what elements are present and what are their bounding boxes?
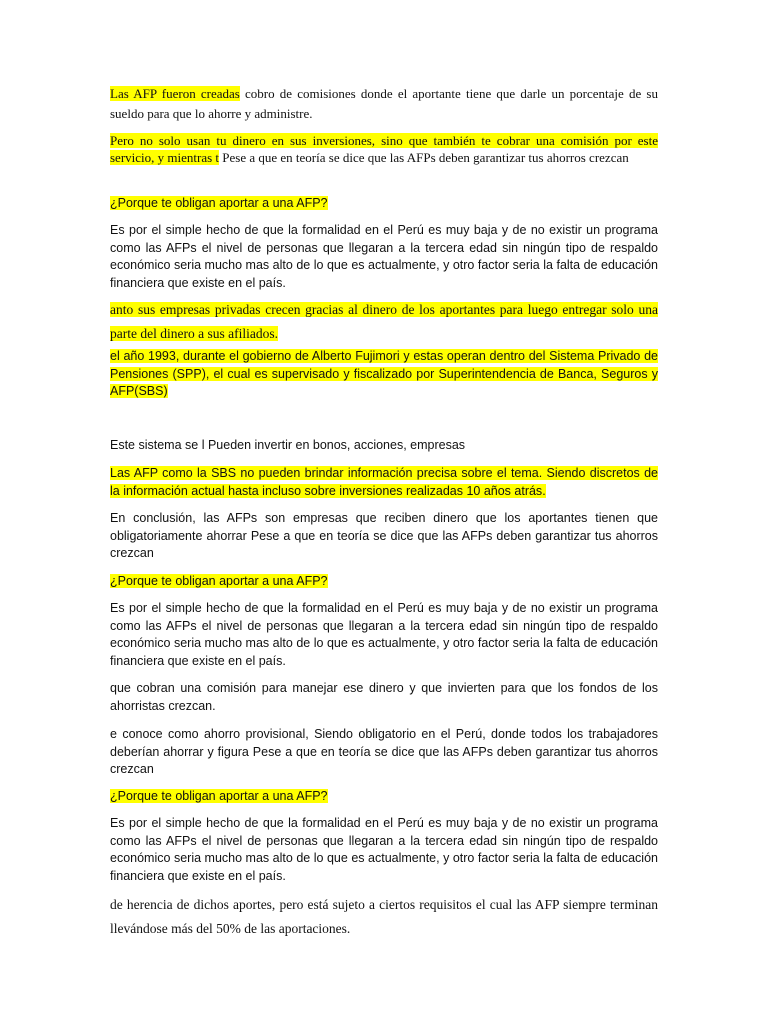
paragraph-system <box>110 437 658 455</box>
answer-text: Es por el simple hecho de que la formalidad en el Perú es muy baja y de no existir un programa como las AFPs el nivel de personas que llegaran a la tercera edad sin ningún tipo de respaldo económico seria mucho mas alto de lo que es actualmente, y otro factor seria la falta de educación financiera que existe en el país. <box>110 601 658 668</box>
answer-paragraph-1 <box>110 222 658 292</box>
body-text: Este sistema se l Pueden invertir en bonos, acciones, empresas <box>110 438 466 452</box>
answer-paragraph-2 <box>110 600 658 670</box>
paragraph-private-companies <box>110 298 658 346</box>
paragraph-conclusion <box>110 510 658 563</box>
highlighted-text: Las AFP fueron creadas <box>110 86 240 101</box>
body-text: cobro de comisiones donde el aportante tiene que darle un porcentaje de su sueldo para que lo ahorre y administre. <box>110 86 658 121</box>
question-text: ¿Porque te obligan aportar a una AFP? <box>110 196 328 210</box>
paragraph-commission-funds <box>110 680 658 715</box>
paragraph-provisional-savings <box>110 726 658 779</box>
body-text: que cobran una comisión para manejar ese dinero y que invierten para que los fondos de los ahorristas crezcan. <box>110 681 658 713</box>
question-heading-1 <box>110 195 658 213</box>
answer-text: Es por el simple hecho de que la formalidad en el Perú es muy baja y de no existir un programa como las AFPs el nivel de personas que llegaran a la tercera edad sin ningún tipo de respaldo económico seria mucho mas alto de lo que es actualmente, y otro factor seria la falta de educación financiera que existe en el país. <box>110 816 658 883</box>
paragraph-sbs-information <box>110 465 658 500</box>
answer-paragraph-3 <box>110 815 658 885</box>
highlighted-text: Las AFP como la SBS no pueden brindar información precisa sobre el tema. Siendo discretos de la información actual hasta incluso sobre inversiones realizadas 10 años atrás <box>110 466 658 498</box>
body-text: e conoce como ahorro provisional, Siendo obligatorio en el Perú, donde todos los trabajadores deberían ahorrar y figura Pese a que en teoría se dice que las AFPs deben garantizar tus ahorros crezcan <box>110 727 658 776</box>
body-text: En conclusión, las AFPs son empresas que reciben dinero que los aportantes tienen que obligatoriamente ahorrar Pese a que en teoría se dice que las AFPs deben garantizar tus ahorros crezcan <box>110 511 658 560</box>
answer-text: Es por el simple hecho de que la formalidad en el Perú es muy baja y de no existir un programa como las AFPs el nivel de personas que llegaran a la tercera edad sin ningún tipo de respaldo económico seria mucho mas alto de lo que es actualmente, y otro factor seria la falta de educación financiera que existe en el país. <box>110 223 658 290</box>
paragraph-commission <box>110 132 658 166</box>
body-text: Pese a que en teoría se dice que las AFPs deben garantizar tus ahorros crezcan <box>219 150 629 165</box>
highlighted-text: el año 1993, durante el gobierno de Alberto Fujimori y estas operan dentro del Sistema Privado de Pensiones (SPP), el cual es supervisado y fiscalizado por Superintendencia de Banca, Seguros y AFP(SBS) <box>110 349 658 398</box>
question-text: ¿Porque te obligan aportar a una AFP? <box>110 789 328 803</box>
paragraph-history <box>110 348 658 401</box>
paragraph-inheritance <box>110 893 658 941</box>
paragraph-afp-creation <box>110 84 658 124</box>
highlighted-text: anto sus empresas privadas crecen gracias al dinero de los aportantes para luego entregar solo una parte del dinero a sus afiliados. <box>110 302 658 341</box>
question-heading-3 <box>110 788 658 806</box>
highlighted-text: Pero no solo usan tu dinero en sus inversiones, sino que también te cobrar una comisión por este servicio, y mientras t <box>110 133 658 165</box>
question-text: ¿Porque te obligan aportar a una AFP? <box>110 574 328 588</box>
highlighted-dot: . <box>542 483 546 498</box>
body-text: de herencia de dichos aportes, pero está sujeto a ciertos requisitos el cual las AFP siempre terminan llevándose más del 50% de las aportaciones. <box>110 897 658 936</box>
question-heading-2 <box>110 573 658 591</box>
